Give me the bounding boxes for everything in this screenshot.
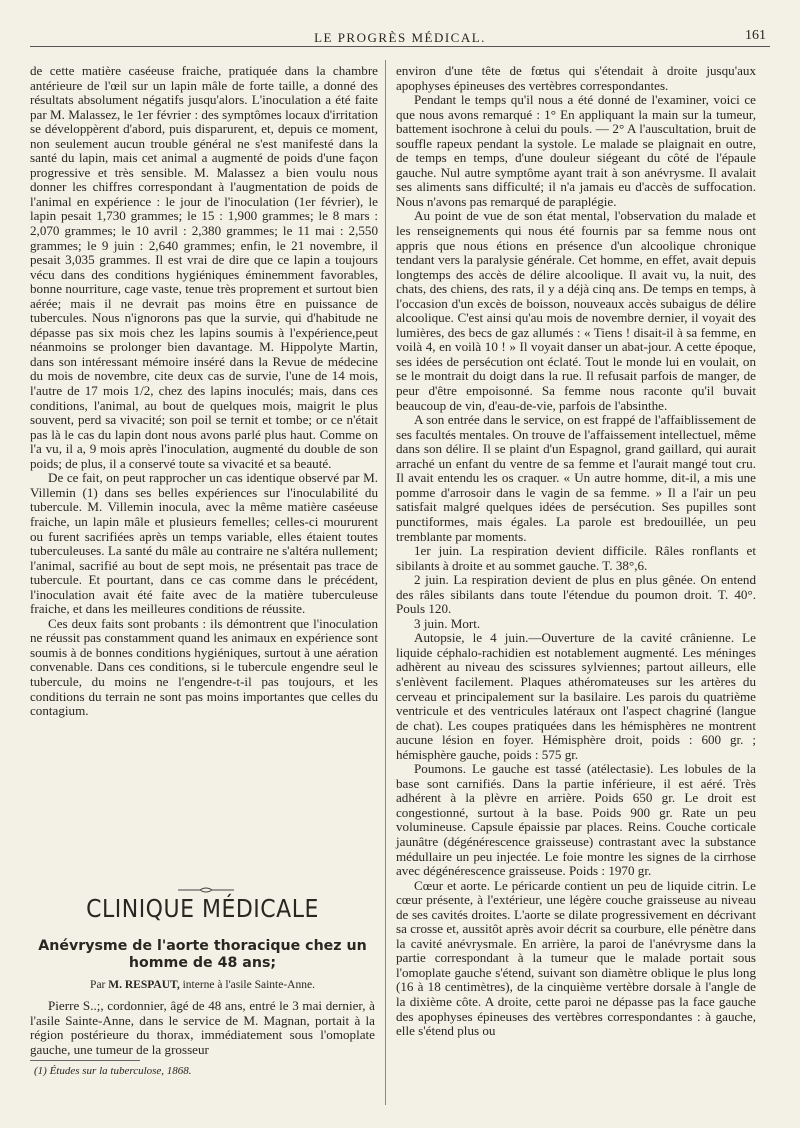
byline-prefix: Par xyxy=(90,979,106,991)
byline-author: M. RESPAUT, xyxy=(108,979,180,991)
footnote-rule xyxy=(30,1060,140,1061)
paragraph: Pierre S..;, cordonnier, âgé de 48 ans, entré le 3 mai dernier, à l'asile Sainte-Anne, dans le service de M. Magnan, portait à la région postérieure du thorax, immédiatement sous l'omoplate gauche, une tumeur de la grosseur xyxy=(30,998,375,1057)
article-title: Anévrysme de l'aorte thoracique chez un homme de 48 ans; xyxy=(38,938,367,971)
paragraph: Ces deux faits sont probants : ils démontrent que l'inoculation ne réussit pas constamment quand les animaux en expérience sont soumis à de bonnes conditions hygiéniques, surtout à une aération convenable. Dans ces conditions, si le tubercule engendre seul le tubercule, du moins ne l'engendre-t-il pas toujours, et les conditions du terrain ne sont pas moins importantes que celles du contagium. xyxy=(30,615,378,719)
byline xyxy=(30,979,375,991)
paragraph: Poumons. Le gauche est tassé (atélectasie). Les lobules de la base sont carnifiés. Dans la partie inférieure, il est aéré. Très adhérent à la plèvre en arrière. Poids 650 gr. Le droit est congestionné, surtout à la base. Poids 900 gr. Rate un peu volumineuse. Capsule épaissie par places. Reins. Couche corticale jaunâtre (dégénérescence graisseuse) contrastant avec la substance médullaire un peu injectée. Le foie montre les signes de la cirrhose avec dégénérescence graisseuse. Poids : 1970 gr. xyxy=(396,761,756,879)
article-body xyxy=(30,999,375,1057)
column-rule xyxy=(385,60,386,1105)
right-column xyxy=(396,64,756,1104)
paragraph: 2 juin. La respiration devient de plus en plus gênée. On entend des râles sibilants dans toute l'étendue du poumon droit. T. 40°. Pouls 120. xyxy=(396,572,756,617)
paragraph: Autopsie, le 4 juin.—Ouverture de la cavité crânienne. Le liquide céphalo-rachidien est notablement augmenté. Les méninges adhèrent au niveau des scissures sylviennes; partout ailleurs, elle s'enlèvent facilement. Plaques athéromateuses sur les artères du cerveau et principalement sur la basilaire. Les parois du quatrième ventricule et des ventricules latéraux ont l'aspect chagriné (langue de chat). Les coupes pratiquées dans les hémisphères ne montrent aucune lésion en foyer. Hémisphère droit, poids : 600 gr. ; hémisphère gauche, poids : 575 gr. xyxy=(396,630,756,762)
paragraph: De ce fait, on peut rapprocher un cas identique observé par M. Villemin (1) dans ses belles expériences sur l'inoculabilité du tubercule. M. Villemin inocula, avec la même matière caséeuse fraiche, un lapin mâle et plusieurs femelles; celles-ci moururent ou furent sacrifiées après un temps variable, elles étaient toutes tuberculeuses. La santé du mâle au contraire ne s'altéra nullement; l'animal, sacrifié au bout de sept mois, ne présentait pas trace de tubercule. Et pourtant, dans ce cas comme dans le précédent, l'inoculation avait été faite avec de la matière tuberculeuse fraiche, et dans les meilleures conditions de réussite. xyxy=(30,470,378,617)
paragraph: A son entrée dans le service, on est frappé de l'affaiblissement de ses facultés mentales. On trouve de l'affaissement intellectuel, même dans son délire. Il se plaint d'un Espagnol, grand gaillard, qui aurait arraché un enfant du ventre de sa femme et l'aurait mangé tout cru. Il avait entendu les os craquer. « Un autre homme, dit-il, a mis une pomme d'arrosoir dans le vagin de sa femme. » Il a l'air un peu satisfait malgré quelques idées de persécution. Ses pupilles sont punctiformes, mais égales. La parole est bredouillée, un peu tremblante par moments. xyxy=(396,412,756,544)
journal-title: LE PROGRÈS MÉDICAL. xyxy=(314,30,486,45)
paragraph: de cette matière caséeuse fraiche, pratiquée dans la chambre antérieure de l'œil sur un lapin mâle de forte taille, a donné des résultats absolument négatifs jusqu'alors. L'inoculation a été faite par M. Malassez, le 1er février : des symptômes locaux d'irritation se développèrent d'abord, puis disparurent, et, depuis ce moment, non seulement aucun trouble général ne s'est manifesté dans la santé du lapin, mais cet animal a augmenté de poids d'une façon progressive et très sensible. M. Malassez a bien voulu nous donner les chiffres correspondant à l'augmentation de poids de l'animal en expérience : le jour de l'inoculation (1er février), le lapin pesait 1,730 grammes; le 15 : 1,900 grammes; le 8 mars : 2,070 grammes; le 10 avril : 2,380 grammes; le 11 mai : 2,550 grammes; le 9 juin : 2,640 grammes; enfin, le 21 novembre, il pesait 3,035 grammes. Il est vrai de dire que ce lapin a toujours vécu dans des conditions hygiéniques éminemment favorables, bonne nourriture, cage vaste, tenue très proprement et surtout bien aérée; mais il ne devrait pas moins être en puissance de tubercules. Nous n'ignorons pas que la survie, qui d'habitude ne dépasse pas six mois chez les lapins soumis à l'expérience,peut néanmoins se prolonger bien davantage. M. Hippolyte Martin, dans son intéressant mémoire inséré dans la Revue de médecine du mois de novembre, cite deux cas de survie, l'une de 14 mois, l'autre de 17 mois 1/2, chez des lapins inoculés; mais, dans ces conditions, l'animal, au bout de quelques mois, maigrit le plus souvent, perd sa vivacité; son poil se ternit et tombe; or ce n'était pas là le cas du lapin dont nous avons parlé plus haut. Comme on l'a vu, il a, 9 mois après l'inoculation, augmenté du double de son poids; de plus, il a conservé toute sa vivacité et sa beauté. xyxy=(30,63,378,471)
byline-suffix: interne à l'asile Sainte-Anne. xyxy=(182,979,315,991)
paragraph: Au point de vue de son état mental, l'observation du malade et les renseignements qui nous été fournis par sa femme nous ont appris que nous étions en présence d'un alcoolique chronique tendant vers la paralysie générale. Cet homme, en effet, avait depuis longtemps des accès de délire alcoolique. Il avait vu, la nuit, des chats, des chiens, des rats, il y a déjà cinq ans. De temps en temps, à l'occasion d'un excès de boisson, nouveaux accès subaigus de délire alcoolique. C'est ainsi qu'au mois de novembre dernier, il voyait des lumières, des becs de gaz allumés : « Tiens ! disait-il à sa femme, en voilà 4, en voilà 10 ! » Il voyait danser un abat-jour. A cette époque, ses idées de persécution ont éclaté. Tout le monde lui en voulait, on se le montrait du doigt dans la rue. Il refusait parfois de manger, de peur d'être empoisonné. Sa femme nous raconte qu'il buvait beaucoup de vin, d'eau-de-vie, parfois de l'absinthe. xyxy=(396,208,756,413)
section-title: CLINIQUE MÉDICALE xyxy=(86,895,319,924)
footnote: (1) Études sur la tuberculose, 1868. xyxy=(34,1065,192,1077)
paragraph: 3 juin. Mort. xyxy=(414,615,481,631)
paragraph: Cœur et aorte. Le péricarde contient un peu de liquide citrin. Le cœur présente, à l'extérieur, une légère couche graisseuse au niveau de ses cavités droites. L'aorte se dilate progressivement en décrivant sa crosse et, aussitôt après avoir décrit sa courbure, elle pénètre dans la cavité anévrysmale. En arrière, la paroi de l'anévrysme dans la partie correspondant à la tumeur que le malade portait sous l'omoplate gauche s'étend, suivant son diamètre oblique le plus long (16 à 18 centimètres), de la cinquième vertèbre dorsale à l'angle de la dixième côte. A droite, cette paroi ne dépasse pas la face gauche des apophyses épineuses des vertèbres correspondantes : à gauche, elle s'étend plus ou xyxy=(396,877,756,1039)
paragraph: environ d'une tête de fœtus qui s'étendait à droite jusqu'aux apophyses épineuses des vertèbres correspondantes. xyxy=(396,63,756,93)
section-ornament xyxy=(176,886,236,894)
paragraph: 1er juin. La respiration devient difficile. Râles ronflants et sibilants à droite et au sommet gauche. T. 38°,6. xyxy=(396,543,756,573)
page-header xyxy=(30,24,770,47)
paragraph: Pendant le temps qu'il nous a été donné de l'examiner, voici ce que nous avons remarqué : 1° En appliquant la main sur la tumeur, battement isochrone à celui du pouls. — 2° A l'auscultation, bruit de souffle rapeux pendant la systole. Le malade se plaignait en outre, de temps en temps, d'une douleur siégeant du côté de l'épaule gauche. Nul autre symptôme ayant trait à son anévrysme. Il avalait ses aliments sans difficulté; il n'a jamais eu d'accès de suffocation. Nous n'avons pas remarqué de paraplégie. xyxy=(396,92,756,209)
page-number: 161 xyxy=(745,28,766,43)
